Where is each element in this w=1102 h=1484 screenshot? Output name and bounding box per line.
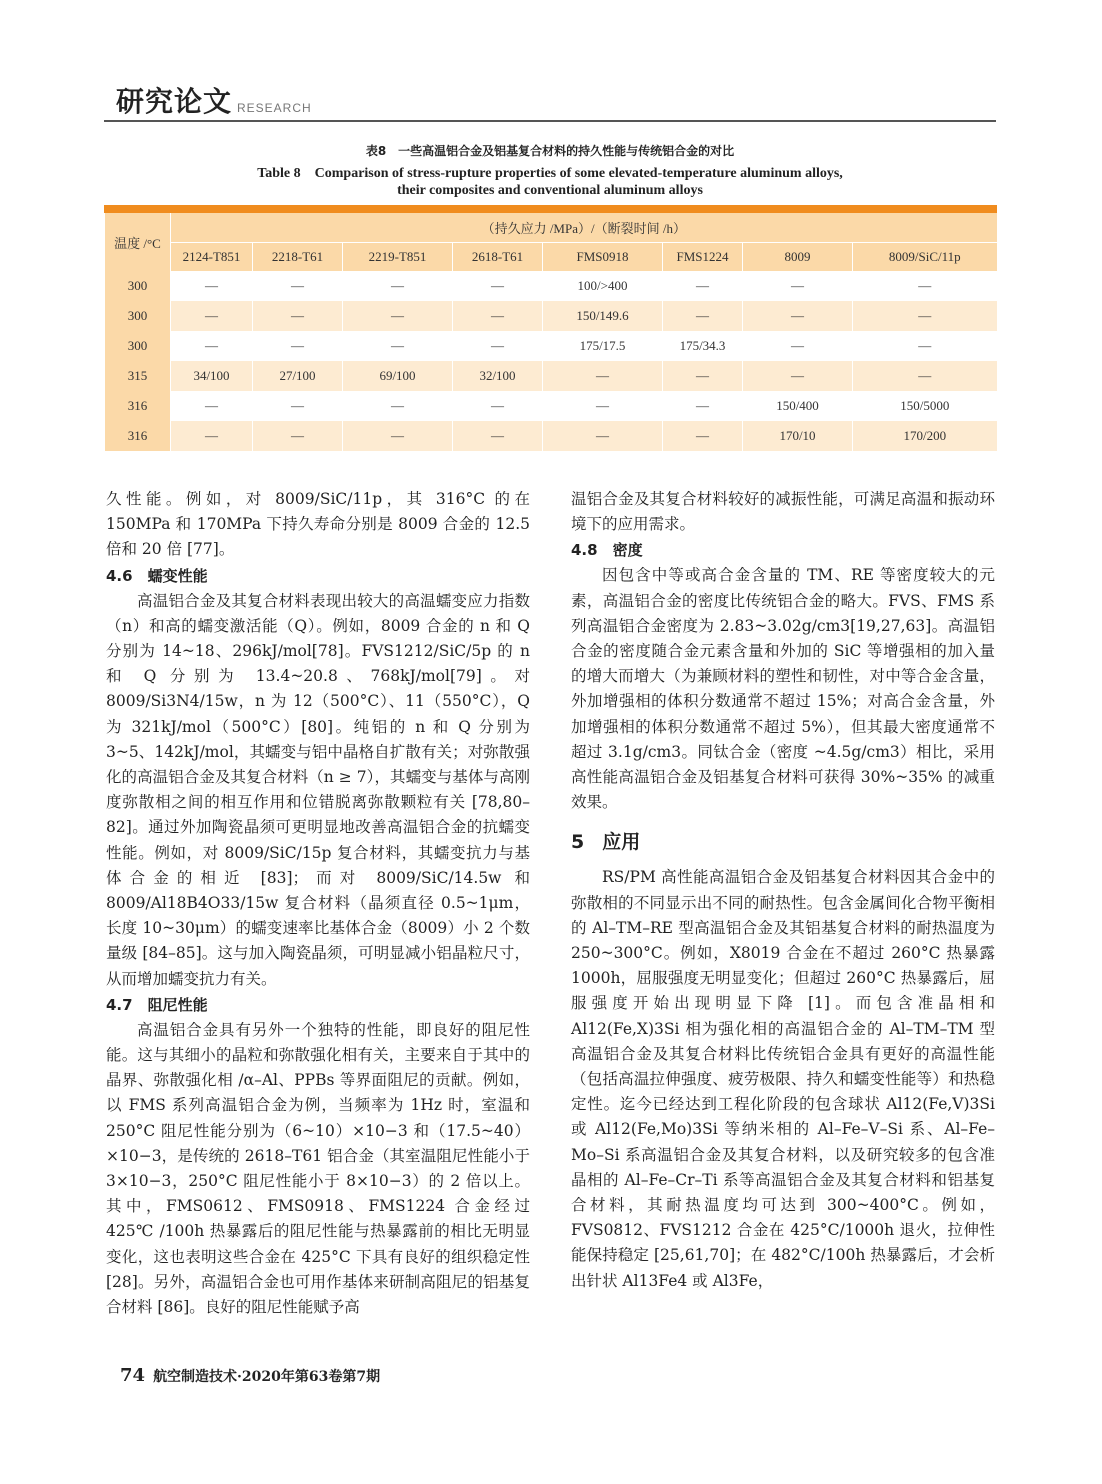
table-cell: 300 — [105, 331, 171, 361]
table-cell: — — [663, 361, 743, 391]
table-cell: 100/>400 — [543, 271, 663, 301]
section-heading-creep: 4.6 蠕变性能 — [106, 566, 208, 585]
left-text-column — [106, 487, 530, 1320]
table-cell: — — [453, 331, 543, 361]
table-cell: 300 — [105, 271, 171, 301]
table-cell: 150/400 — [743, 391, 853, 421]
table-cell: — — [543, 391, 663, 421]
table-cell: — — [343, 421, 453, 451]
table-cell: 170/10 — [743, 421, 853, 451]
header-rule — [104, 120, 996, 122]
table-row — [105, 331, 997, 361]
table-cell: — — [663, 271, 743, 301]
table-cell: — — [253, 301, 343, 331]
table-cell: 150/5000 — [853, 391, 997, 421]
table-row — [105, 361, 997, 391]
table-cell: — — [343, 301, 453, 331]
table-cell: — — [543, 421, 663, 451]
table-cell: — — [853, 331, 997, 361]
table-cell: — — [171, 271, 253, 301]
paragraph: 温铝合金及其复合材料较好的减振性能，可满足高温和振动环境下的应用需求。 — [571, 490, 995, 534]
table-cell: — — [543, 361, 663, 391]
table-cell: 32/100 — [453, 361, 543, 391]
section-title: 应用 — [602, 831, 641, 854]
table-cell: 69/100 — [343, 361, 453, 391]
table-cell: — — [453, 391, 543, 421]
stress-rupture-table — [104, 205, 997, 451]
paragraph: 高温铝合金及其复合材料表现出较大的高温蠕变应力指数（n）和高的蠕变激活能（Q）。例如，8009 合金的 n 和 Q 分别为 14~18、296kJ/mol[78]。FVS1212/SiC/5p 的 n 和 Q 分别为 13.4~20.8、768kJ/mol[79]。对 8009/Si3N4/15w，n 为 12（500°C）、11（550°C），Q 为 321kJ/mol（500°C）[80]。纯铝的 n 和 Q 分别为 3~5、142kJ/mol，其蠕变与铝中晶格自扩散有关；对弥散强化的高温铝合金及其复合材料（n ≥ 7），其蠕变与基体与高刚度弥散相之间的相互作用和位错脱离弥散颗粒有关 [78,80–82]。通过外加陶瓷晶须可更明显地改善高温铝合金的抗蠕变性能。例如，对 8009/SiC/15p 复合材料，其蠕变抗力与基体合金的相近 [83]；而对 8009/SiC/14.5w 和 8009/Al18B4O33/15w 复合材料（晶须直径 0.5~1μm，长度 10~30μm）的蠕变速率比基体合金（8009）小 2 个数量级 [84–85]。这与加入陶瓷晶须，可明显减小铝晶粒尺寸，从而增加蠕变抗力有关。 — [106, 591, 530, 988]
section-heading-damping: 4.7 阻尼性能 — [106, 995, 208, 1014]
table-row — [105, 391, 997, 421]
table-cell: — — [253, 421, 343, 451]
table-cell: 150/149.6 — [543, 301, 663, 331]
table-cell: — — [663, 391, 743, 421]
table-caption-zh: 表8 一些高温铝合金及铝基复合材料的持久性能与传统铝合金的对比 — [365, 144, 735, 158]
table-cell: 170/200 — [853, 421, 997, 451]
page-header-subtitle: RESEARCH — [237, 101, 312, 115]
section-number: 5 — [571, 831, 585, 854]
table-cell: — — [343, 391, 453, 421]
paragraph: 高温铝合金具有另外一个独特的性能，即良好的阻尼性能。这与其细小的晶粒和弥散强化相有关，主要来自于其中的晶界、弥散强化相 /α–Al、PPBs 等界面阻尼的贡献。例如，以 FMS 系列高温铝合金为例，当频率为 1Hz 时，室温和 250°C 阻尼性能分别为（6~10）×10−3 和（17.5~40）×10−3，是传统的 2618–T61 铝合金（其室温阻尼性能小于 3×10−3，250°C 阻尼性能小于 8×10−3）的 2 倍以上。其中，FMS0612、FMS0918、FMS1224 合金经过 425℃ /100h 热暴露后的阻尼性能与热暴露前的相比无明显变化，这也表明这些合金在 425°C 下具有良好的组织稳定性 [28]。另外，高温铝合金也可用作基体来研制高阻尼的铝基复合材料 [86]。良好的阻尼性能赋予高 — [106, 1020, 530, 1317]
table-cell: — — [171, 391, 253, 421]
table-column-header: 2618-T61 — [453, 243, 543, 272]
table-column-header: 2219-T851 — [343, 243, 453, 272]
table-row — [105, 301, 997, 331]
right-text-column — [571, 487, 995, 1294]
table-column-header: 2124-T851 — [171, 243, 253, 272]
table-cell: — — [453, 271, 543, 301]
table-cell: — — [743, 271, 853, 301]
table-cell: — — [853, 301, 997, 331]
table-cell: 316 — [105, 421, 171, 451]
table-column-header: 2218-T61 — [253, 243, 343, 272]
section-heading-density: 4.8 密度 — [571, 541, 643, 560]
table-cell: — — [743, 331, 853, 361]
table-cell: — — [171, 421, 253, 451]
table-cell: — — [663, 421, 743, 451]
table-caption-en-line1: Table 8 Comparison of stress-rupture properties of some elevated-temperature aluminum alloys, — [257, 166, 843, 181]
table-row — [105, 421, 997, 451]
table-row-header: 温度 /°C — [105, 209, 171, 271]
page-number: 74 — [120, 1365, 146, 1386]
table-column-header: 8009/SiC/11p — [853, 243, 997, 272]
table-column-header: FMS1224 — [663, 243, 743, 272]
paragraph: RS/PM 高性能高温铝合金及铝基复合材料因其合金中的弥散相的不同显示出不同的耐热性。包含金属间化合物平衡相的 Al–TM–RE 型高温铝合金及其铝基复合材料的耐热温度为 250~300°C。例如，X8019 合金在不超过 260°C 热暴露 1000h，屈服强度无明显变化；但超过 260°C 热暴露后，屈服强度开始出现明显下降 [1]。而包含准晶相和 Al12(Fe,X)3Si 相为强化相的高温铝合金的 Al–TM–TM 型高温铝合金及其复合材料比传统铝合金具有更好的高温性能（包括高温拉伸强度、疲劳极限、持久和蠕变性能等）和热稳定性。迄今已经达到工程化阶段的包含球状 Al12(Fe,V)3Si 或 Al12(Fe,Mo)3Si 等纳米相的 Al–Fe–V–Si 系、Al–Fe–Mo–Si 系高温铝合金及其复合材料，以及研究较多的包含准晶相的 Al–Fe–Cr–Ti 系等高温铝合金及其复合材料和铝基复合材料，其耐热温度均可达到 300~400°C。例如，FVS0812、FVS1212 合金在 425°C/1000h 退火，拉伸性能保持稳定 [25,61,70]；在 482°C/100h 热暴露后，才会析出针状 Al13Fe4 或 Al3Fe， — [571, 868, 995, 1290]
table-cell: — — [253, 391, 343, 421]
table-cell: 300 — [105, 301, 171, 331]
table-cell: — — [743, 301, 853, 331]
table-cell: — — [171, 331, 253, 361]
table-group-header: （持久应力 /MPa）/（断裂时间 /h） — [171, 209, 997, 243]
table-cell: — — [253, 271, 343, 301]
table-cell: — — [743, 361, 853, 391]
page-footer — [120, 1365, 380, 1386]
paragraph: 因包含中等或高合金含量的 TM、RE 等密度较大的元素，高温铝合金的密度比传统铝合金的略大。FVS、FMS 系列高温铝合金密度为 2.83~3.02g/cm3[19,27,63]。高温铝合金的密度随合金元素含量和外加的 SiC 等增强相的加入量的增大而增大（为兼顾材料的塑性和韧性，对中等合金含量，外加增强相的体积分数通常不超过 15%；对高合金含量，外加增强相的体积分数通常不超过 5%），但其最大密度通常不超过 3.1g/cm3。同钛合金（密度 ~4.5g/cm3）相比，采用高性能高温铝合金及铝基复合材料可获得 30%~35% 的减重效果。 — [571, 566, 995, 812]
table-cell: — — [253, 331, 343, 361]
table-caption-en-line2: their composites and conventional aluminum alloys — [397, 183, 703, 198]
page-header-title: 研究论文 — [116, 85, 233, 118]
table-cell: — — [853, 271, 997, 301]
paragraph: 久性能。例如，对 8009/SiC/11p，其 316°C 的在 150MPa 和 170MPa 下持久寿命分别是 8009 合金的 12.5 倍和 20 倍 [77]。 — [106, 490, 530, 559]
table-cell: — — [343, 331, 453, 361]
table-cell: — — [343, 271, 453, 301]
table-cell: 34/100 — [171, 361, 253, 391]
table-cell: 27/100 — [253, 361, 343, 391]
table-cell: 175/34.3 — [663, 331, 743, 361]
table-cell: 316 — [105, 391, 171, 421]
table-column-header: 8009 — [743, 243, 853, 272]
section-heading-application — [571, 825, 995, 859]
table-row — [105, 271, 997, 301]
table-cell: 175/17.5 — [543, 331, 663, 361]
table-cell: — — [453, 301, 543, 331]
table-cell: — — [663, 301, 743, 331]
table-cell: — — [453, 421, 543, 451]
table-cell: 315 — [105, 361, 171, 391]
journal-name: 航空制造技术·2020年第63卷第7期 — [153, 1369, 381, 1385]
table-column-header: FMS0918 — [543, 243, 663, 272]
table-cell: — — [853, 361, 997, 391]
table-cell: — — [171, 301, 253, 331]
